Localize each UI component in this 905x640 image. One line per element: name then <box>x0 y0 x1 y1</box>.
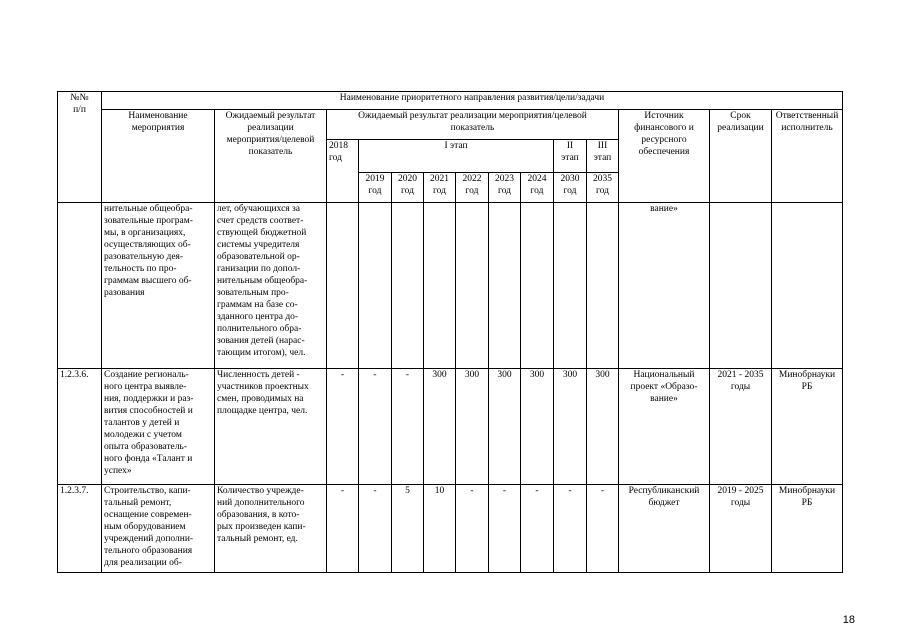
row-responsible: Минобрнауки РБ <box>772 369 843 485</box>
row-value: 300 <box>424 369 456 485</box>
row-value: - <box>554 485 587 573</box>
row-event-name: Строительство, капи- тальный ремонт, оснащение современ- ным оборудованием учреждений дополни- тельного образования для реализации об- <box>102 485 215 573</box>
header-event-name: Наименование мероприятия <box>102 110 215 203</box>
row-value <box>521 203 554 369</box>
row-event-name: нительные общеобра- зовательные програм- мы, в организациях, осуществляющих об- разовательную дея- тельность по про- граммам высшего об- разования <box>102 203 215 369</box>
header-year: 2020 год <box>392 173 424 203</box>
row-value: - <box>359 369 392 485</box>
table-row <box>58 203 843 369</box>
row-indicator: Численность детей - участников проектных смен, проводимых на площадке центра, чел. <box>215 369 327 485</box>
table-row <box>58 369 843 485</box>
header-financing-source: Источник финансового и ресурсного обеспечения <box>619 110 710 203</box>
header-stage-2: II этап <box>554 140 587 173</box>
row-value <box>392 203 424 369</box>
row-value: 300 <box>521 369 554 485</box>
header-year: 2021 год <box>424 173 456 203</box>
row-responsible: Минобрнауки РБ <box>772 485 843 573</box>
row-num <box>58 203 102 369</box>
header-stage-3: III этап <box>587 140 619 173</box>
row-source: вание» <box>619 203 710 369</box>
row-value: 300 <box>456 369 489 485</box>
header-expected-result-impl: Ожидаемый результат реализации мероприятия/целевой показатель <box>327 110 619 140</box>
row-value: - <box>327 369 359 485</box>
row-term: 2021 - 2035 годы <box>710 369 772 485</box>
row-num: 1.2.3.6. <box>58 369 102 485</box>
row-indicator: Количество учрежде- ний дополнительного образования, в кото- рых произведен капи- тальный ремонт, ед. <box>215 485 327 573</box>
row-source: Национальный проект «Образо- вание» <box>619 369 710 485</box>
header-term: Срок реализации <box>710 110 772 203</box>
row-value: - <box>359 485 392 573</box>
header-year: 2019 год <box>359 173 392 203</box>
header-expected-result: Ожидаемый результат реализации мероприятия/целевой показатель <box>215 110 327 203</box>
row-value: - <box>392 369 424 485</box>
row-value <box>456 203 489 369</box>
row-value <box>359 203 392 369</box>
row-value <box>587 203 619 369</box>
row-value: 10 <box>424 485 456 573</box>
row-responsible <box>772 203 843 369</box>
header-year: 2023 год <box>489 173 521 203</box>
row-term <box>710 203 772 369</box>
header-priority-title: Наименование приоритетного направления развития/цели/задачи <box>102 92 843 110</box>
page-number: 18 <box>842 614 855 626</box>
row-value: 300 <box>489 369 521 485</box>
row-value <box>327 203 359 369</box>
row-source: Республиканский бюджет <box>619 485 710 573</box>
row-value <box>489 203 521 369</box>
row-num: 1.2.3.7. <box>58 485 102 573</box>
row-value: 5 <box>392 485 424 573</box>
header-year: 2024 год <box>521 173 554 203</box>
header-num-col: №№ п/п <box>58 92 102 203</box>
row-value <box>424 203 456 369</box>
row-value: - <box>489 485 521 573</box>
row-value <box>554 203 587 369</box>
header-year: 2030 год <box>554 173 587 203</box>
header-year: 2035 год <box>587 173 619 203</box>
row-value: 300 <box>587 369 619 485</box>
row-event-name: Создание региональ- ного центра выявле- ния, поддержки и раз- вития способностей и талантов у детей и молодежи с учетом опыта образователь- ного фонда «Талант и успех» <box>102 369 215 485</box>
header-year-2018: 2018 год <box>327 140 359 203</box>
row-value: 300 <box>554 369 587 485</box>
row-value: - <box>521 485 554 573</box>
header-stage-1: I этап <box>359 140 554 173</box>
header-responsible: Ответственный исполнитель <box>772 110 843 203</box>
row-value: - <box>327 485 359 573</box>
header-year: 2022 год <box>456 173 489 203</box>
program-table <box>57 91 843 573</box>
row-value: - <box>456 485 489 573</box>
row-indicator: лет, обучающихся за счет средств соответ- ствующей бюджетной системы учредителя образовательной ор- ганизации по допол- нительным общеобра- зовательным про- граммам на базе со- зданного центра до- полнительного обра- зования детей (нарас- тающим итогом), чел. <box>215 203 327 369</box>
table-row <box>58 485 843 573</box>
row-term: 2019 - 2025 годы <box>710 485 772 573</box>
row-value: - <box>587 485 619 573</box>
